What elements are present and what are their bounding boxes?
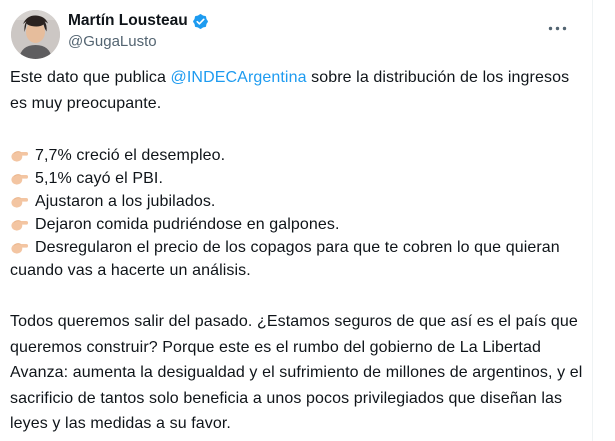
bullet-text: 7,7% creció el desempleo. [35, 147, 226, 164]
verified-badge-icon [192, 13, 209, 30]
bullet-line [10, 213, 588, 236]
avatar-photo [11, 10, 60, 59]
pointing-right-emoji-icon [10, 145, 29, 164]
paragraph-closing: Todos queremos salir del pasado. ¿Estamos seguros de que así es el país que queremos construir? Porque este es el rumbo del gobierno de La Libertad Avanza: aumenta la desigualdad y el sufrimiento de millones de argentinos, y el sacrificio de tantos solo beneficia a unos pocos privilegiados que diseñan las leyes y las medidas a su favor. [10, 313, 583, 432]
tweet-header [11, 10, 595, 60]
paragraph-intro [10, 65, 588, 116]
bullet-text: Desregularon el precio de los copagos para que te cobren lo que quieran cuando vas a hacerte un análisis. [10, 239, 560, 279]
bullet-line [10, 144, 588, 167]
pointing-right-emoji-icon [10, 191, 29, 210]
bullet-list [10, 144, 588, 282]
user-handle[interactable]: @GugaLusto [68, 33, 157, 50]
pointing-right-emoji-icon [10, 237, 29, 256]
bullet-text: Ajustaron a los jubilados. [35, 193, 216, 210]
avatar[interactable] [11, 10, 60, 59]
user-names [68, 11, 209, 52]
ellipsis-icon [548, 26, 567, 31]
intro-text-after: sobre la distribución de los ingresos es muy preocupante. [10, 69, 570, 112]
bullet-line [10, 236, 588, 282]
bullet-text: 5,1% cayó el PBI. [35, 170, 163, 187]
more-options-button[interactable] [545, 16, 569, 40]
tweet-text [10, 65, 588, 437]
display-name[interactable]: Martín Lousteau [68, 12, 188, 29]
pointing-right-emoji-icon [10, 214, 29, 233]
card-border [592, 0, 593, 441]
bullet-line [10, 167, 588, 190]
intro-text-before: Este dato que publica [10, 69, 171, 86]
pointing-right-emoji-icon [10, 168, 29, 187]
bullet-line [10, 190, 588, 213]
bullet-text: Dejaron comida pudriéndose en galpones. [35, 216, 340, 233]
mention-link[interactable]: @INDECArgentina [170, 69, 307, 86]
